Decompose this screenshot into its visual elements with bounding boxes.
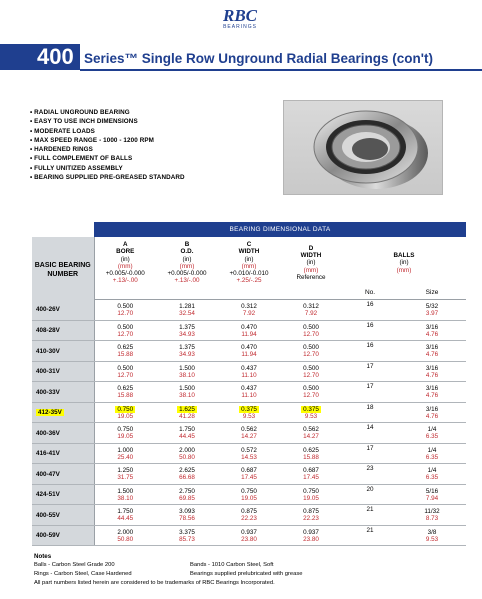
cell-c-inch: 0.687 bbox=[241, 467, 257, 475]
balls-size-inch: 3/16 bbox=[425, 385, 439, 393]
balls-no-header: No. bbox=[342, 285, 398, 300]
table-band-title: BEARING DIMENSIONAL DATA bbox=[94, 222, 466, 237]
cell-c-mm: 11.10 bbox=[241, 392, 257, 400]
cell-d bbox=[280, 382, 342, 403]
balls-size-inch: 3/16 bbox=[425, 323, 439, 331]
cell-b bbox=[156, 341, 218, 362]
table-row bbox=[32, 320, 466, 341]
feature-item: • FULL COMPLEMENT OF BALLS bbox=[30, 154, 185, 163]
balls-size bbox=[398, 341, 466, 362]
cell-b bbox=[156, 361, 218, 382]
balls-no: 20 bbox=[342, 484, 398, 505]
cell-d-mm: 12.70 bbox=[303, 351, 319, 359]
cell-c-inch: 0.562 bbox=[241, 426, 257, 434]
table-row bbox=[32, 443, 466, 464]
cell-c bbox=[218, 443, 280, 464]
balls-size bbox=[398, 505, 466, 526]
cell-a-mm: 12.70 bbox=[117, 310, 134, 318]
cell-c bbox=[218, 341, 280, 362]
highlight: 0.750 bbox=[117, 405, 134, 413]
balls-no: 17 bbox=[342, 361, 398, 382]
cell-a bbox=[94, 320, 156, 341]
cell-c-mm: 11.94 bbox=[241, 351, 257, 359]
note-grease: Bearings supplied prelubricated with grease bbox=[190, 571, 303, 577]
cell-b-inch: 1.375 bbox=[179, 344, 195, 352]
cell-b-mm: 78.56 bbox=[179, 515, 195, 523]
cell-b-inch: 1.375 bbox=[179, 323, 195, 331]
cell-d bbox=[280, 320, 342, 341]
balls-size-mm: 6.35 bbox=[425, 433, 439, 441]
balls-size-mm: 4.76 bbox=[425, 330, 439, 338]
col-d-header: D WIDTH (in) (mm) Reference bbox=[296, 244, 326, 281]
feature-item: • MODERATE LOADS bbox=[30, 127, 185, 136]
col-c-header: C WIDTH (in) (mm) +0.010/-0.010 +.25/-.25 bbox=[229, 241, 269, 285]
balls-no: 21 bbox=[342, 525, 398, 546]
cell-d-mm: 12.70 bbox=[303, 392, 319, 400]
cell-a-mm: 12.70 bbox=[117, 371, 134, 379]
cell-d-inch: 0.312 bbox=[303, 303, 319, 311]
balls-no: 17 bbox=[342, 382, 398, 403]
cell-d bbox=[280, 484, 342, 505]
cell-a-inch: 0.500 bbox=[117, 364, 134, 372]
cell-d-mm: 17.45 bbox=[303, 474, 319, 482]
cell-d-mm: 7.92 bbox=[304, 310, 318, 318]
table-row bbox=[32, 505, 466, 526]
balls-no: 21 bbox=[342, 505, 398, 526]
cell-b-inch: 1.750 bbox=[179, 426, 195, 434]
cell-a-inch: 2.000 bbox=[117, 528, 134, 536]
cell-c bbox=[218, 402, 280, 423]
balls-size-inch: 5/16 bbox=[425, 487, 439, 495]
balls-no: 17 bbox=[342, 443, 398, 464]
cell-a bbox=[94, 402, 156, 423]
balls-size-inch: 3/8 bbox=[427, 528, 437, 536]
cell-d bbox=[280, 402, 342, 423]
cell-a-mm: 19.05 bbox=[117, 412, 134, 420]
cell-d bbox=[280, 464, 342, 485]
cell-a bbox=[94, 505, 156, 526]
cell-c bbox=[218, 423, 280, 444]
balls-size bbox=[398, 402, 466, 423]
cell-d bbox=[280, 341, 342, 362]
cell-d-mm: 15.88 bbox=[303, 453, 319, 461]
cell-d bbox=[280, 361, 342, 382]
cell-a-inch: 1.500 bbox=[117, 487, 134, 495]
cell-c-inch: 0.750 bbox=[241, 487, 257, 495]
balls-size bbox=[398, 443, 466, 464]
cell-b bbox=[156, 402, 218, 423]
cell-b-inch bbox=[156, 406, 218, 413]
cell-b bbox=[156, 484, 218, 505]
balls-no: 23 bbox=[342, 464, 398, 485]
cell-a bbox=[94, 525, 156, 546]
balls-size-inch: 3/16 bbox=[425, 364, 439, 372]
cell-c-mm: 9.53 bbox=[242, 412, 256, 420]
cell-b bbox=[156, 464, 218, 485]
cell-b-mm: 34.93 bbox=[179, 330, 195, 338]
feature-item: • HARDENED RINGS bbox=[30, 145, 185, 154]
bearing-number: 400-55V bbox=[32, 505, 94, 526]
cell-a bbox=[94, 423, 156, 444]
feature-item: • RADIAL UNGROUND BEARING bbox=[30, 108, 185, 117]
cell-c-inch: 0.437 bbox=[241, 364, 257, 372]
cell-b-mm: 34.93 bbox=[179, 351, 195, 359]
balls-size-mm: 9.53 bbox=[425, 535, 439, 543]
balls-size bbox=[398, 423, 466, 444]
cell-b bbox=[156, 300, 218, 321]
cell-c-inch: 0.572 bbox=[241, 446, 257, 454]
cell-b bbox=[156, 525, 218, 546]
cell-c-mm: 17.45 bbox=[241, 474, 257, 482]
cell-b-inch: 1.281 bbox=[179, 303, 195, 311]
cell-a-mm: 38.10 bbox=[117, 494, 134, 502]
note-bands: Bands - 1010 Carbon Steel, Soft bbox=[190, 562, 274, 568]
cell-c-inch: 0.875 bbox=[241, 508, 257, 516]
bearing-dimension-table bbox=[32, 222, 466, 546]
note-rings: Rings - Carbon Steel, Case Hardened bbox=[34, 571, 132, 577]
cell-d bbox=[280, 505, 342, 526]
cell-a-inch: 0.625 bbox=[117, 385, 134, 393]
cell-d-inch bbox=[280, 406, 342, 413]
logo-subtext: BEARINGS bbox=[223, 24, 257, 30]
cell-c-mm: 14.27 bbox=[241, 433, 257, 441]
cell-d-mm: 12.70 bbox=[303, 330, 319, 338]
cell-c bbox=[218, 300, 280, 321]
balls-size-mm: 7.94 bbox=[425, 494, 439, 502]
cell-c bbox=[218, 382, 280, 403]
balls-size bbox=[398, 484, 466, 505]
page-title: Series™ Single Row Unground Radial Bearings (con't) bbox=[84, 51, 434, 66]
notes-heading: Notes bbox=[34, 553, 52, 560]
balls-size-inch: 3/16 bbox=[425, 344, 439, 352]
cell-a-inch: 0.500 bbox=[117, 323, 134, 331]
cell-c-inch bbox=[218, 406, 280, 413]
cell-c bbox=[218, 525, 280, 546]
bearing-number: 400-26V bbox=[32, 300, 94, 321]
cell-b-mm: 41.28 bbox=[179, 412, 195, 420]
cell-d-inch: 0.937 bbox=[303, 528, 319, 536]
balls-no: 14 bbox=[342, 423, 398, 444]
balls-size-mm: 4.76 bbox=[425, 412, 439, 420]
cell-b-mm: 38.10 bbox=[179, 371, 195, 379]
balls-size-inch: 1/4 bbox=[427, 467, 437, 475]
balls-size bbox=[398, 464, 466, 485]
bearing-number: 400-59V bbox=[32, 525, 94, 546]
balls-size bbox=[398, 320, 466, 341]
feature-item: • BEARING SUPPLIED PRE-GREASED STANDARD bbox=[30, 173, 185, 182]
bearing-number: 400-33V bbox=[32, 382, 94, 403]
cell-a-mm: 15.88 bbox=[117, 351, 134, 359]
cell-a-mm: 25.40 bbox=[117, 453, 134, 461]
table-row bbox=[32, 402, 466, 423]
cell-d bbox=[280, 443, 342, 464]
balls-size-inch: 1/4 bbox=[427, 446, 437, 454]
cell-d-mm: 23.80 bbox=[303, 535, 319, 543]
feature-item: • FULLY UNITIZED ASSEMBLY bbox=[30, 164, 185, 173]
bearing-photo bbox=[283, 100, 443, 195]
cell-a bbox=[94, 382, 156, 403]
balls-no: 18 bbox=[342, 402, 398, 423]
cell-c bbox=[218, 505, 280, 526]
cell-d-mm: 12.70 bbox=[303, 371, 319, 379]
cell-c-inch: 0.470 bbox=[241, 344, 257, 352]
cell-a-inch: 0.625 bbox=[117, 344, 134, 352]
cell-b-inch: 2.750 bbox=[179, 487, 195, 495]
cell-d-mm: 14.27 bbox=[303, 433, 319, 441]
title-bar bbox=[0, 44, 80, 70]
balls-size bbox=[398, 300, 466, 321]
cell-a bbox=[94, 361, 156, 382]
bearing-image bbox=[284, 101, 443, 195]
cell-b-mm: 69.85 bbox=[179, 494, 195, 502]
cell-c-mm: 19.05 bbox=[241, 494, 257, 502]
cell-d bbox=[280, 423, 342, 444]
cell-a-mm: 12.70 bbox=[117, 330, 134, 338]
cell-b bbox=[156, 320, 218, 341]
highlight: 1.625 bbox=[179, 405, 195, 413]
cell-b bbox=[156, 505, 218, 526]
feature-item: • EASY TO USE INCH DIMENSIONS bbox=[30, 117, 185, 126]
cell-a-inch bbox=[95, 406, 157, 413]
cell-b-mm: 44.45 bbox=[179, 433, 195, 441]
cell-b bbox=[156, 443, 218, 464]
cell-c-mm: 11.94 bbox=[241, 330, 257, 338]
balls-header: BALLS (in) (mm) bbox=[393, 251, 415, 274]
cell-c-mm: 22.23 bbox=[241, 515, 257, 523]
balls-size-mm: 4.76 bbox=[425, 392, 439, 400]
cell-b-inch: 3.093 bbox=[179, 508, 195, 516]
balls-size-mm: 8.73 bbox=[425, 515, 439, 523]
cell-a bbox=[94, 341, 156, 362]
cell-c-inch: 0.470 bbox=[241, 323, 257, 331]
cell-d bbox=[280, 525, 342, 546]
cell-b bbox=[156, 423, 218, 444]
balls-size-inch: 5/32 bbox=[425, 303, 439, 311]
table-row bbox=[32, 464, 466, 485]
feature-item: • MAX SPEED RANGE - 1000 - 1200 RPM bbox=[30, 136, 185, 145]
cell-a bbox=[94, 464, 156, 485]
cell-b-inch: 1.500 bbox=[179, 385, 195, 393]
cell-b-mm: 38.10 bbox=[179, 392, 195, 400]
cell-c bbox=[218, 464, 280, 485]
table-row bbox=[32, 423, 466, 444]
cell-a-mm: 50.80 bbox=[117, 535, 134, 543]
cell-d-inch: 0.500 bbox=[303, 364, 319, 372]
bearing-number: 408-28V bbox=[32, 320, 94, 341]
title-rule bbox=[80, 69, 482, 71]
cell-a-inch: 1.000 bbox=[117, 446, 134, 454]
balls-no: 16 bbox=[342, 320, 398, 341]
table-row bbox=[32, 525, 466, 546]
cell-c-mm: 14.53 bbox=[241, 453, 257, 461]
feature-list bbox=[30, 108, 185, 182]
table-row bbox=[32, 484, 466, 505]
cell-a bbox=[94, 484, 156, 505]
highlight: 0.375 bbox=[303, 405, 319, 413]
highlight: 0.375 bbox=[241, 405, 257, 413]
cell-a-mm: 31.75 bbox=[117, 474, 134, 482]
cell-d-mm: 22.23 bbox=[303, 515, 319, 523]
cell-a-inch: 1.250 bbox=[117, 467, 134, 475]
bearing-number: 416-41V bbox=[32, 443, 94, 464]
cell-a-mm: 19.05 bbox=[117, 433, 134, 441]
balls-size-header: Size bbox=[398, 285, 466, 300]
cell-b-inch: 3.375 bbox=[179, 528, 195, 536]
cell-c-inch: 0.937 bbox=[241, 528, 257, 536]
cell-a-inch: 0.750 bbox=[117, 426, 134, 434]
cell-d-mm: 9.53 bbox=[304, 412, 318, 420]
table-row bbox=[32, 341, 466, 362]
cell-d-mm: 19.05 bbox=[303, 494, 319, 502]
cell-d-inch: 0.625 bbox=[303, 446, 319, 454]
balls-size bbox=[398, 525, 466, 546]
basic-bearing-header: BASIC BEARING NUMBER bbox=[32, 237, 94, 300]
bearing-number: 400-47V bbox=[32, 464, 94, 485]
balls-no: 16 bbox=[342, 341, 398, 362]
cell-b-inch: 2.625 bbox=[179, 467, 195, 475]
balls-size-mm: 4.76 bbox=[425, 351, 439, 359]
cell-d-inch: 0.875 bbox=[303, 508, 319, 516]
cell-b-mm: 66.68 bbox=[179, 474, 195, 482]
cell-b-inch: 2.000 bbox=[179, 446, 195, 454]
balls-size-mm: 6.35 bbox=[425, 453, 439, 461]
cell-b-mm: 85.73 bbox=[179, 535, 195, 543]
balls-size bbox=[398, 382, 466, 403]
series-number: 400 bbox=[37, 44, 74, 69]
cell-b-mm: 32.54 bbox=[179, 310, 195, 318]
cell-c-mm: 23.80 bbox=[241, 535, 257, 543]
balls-size bbox=[398, 361, 466, 382]
cell-c bbox=[218, 320, 280, 341]
balls-size-mm: 3.97 bbox=[425, 310, 439, 318]
balls-size-mm: 4.76 bbox=[425, 371, 439, 379]
table-row bbox=[32, 382, 466, 403]
cell-d-inch: 0.750 bbox=[303, 487, 319, 495]
cell-a-mm: 44.45 bbox=[117, 515, 134, 523]
cell-d bbox=[280, 300, 342, 321]
cell-a-inch: 1.750 bbox=[117, 508, 134, 516]
bearing-number-highlight: 412-35V bbox=[38, 409, 62, 417]
cell-c-mm: 7.92 bbox=[242, 310, 256, 318]
bearing-number bbox=[32, 402, 94, 423]
notes-section bbox=[34, 552, 454, 588]
note-trademark: All part numbers listed herein are considered to be trademarks of RBC Bearings Incorporated. bbox=[34, 580, 275, 586]
balls-size-inch: 1/4 bbox=[427, 426, 437, 434]
cell-b bbox=[156, 382, 218, 403]
cell-d-inch: 0.562 bbox=[303, 426, 319, 434]
cell-c-inch: 0.312 bbox=[241, 303, 257, 311]
cell-d-inch: 0.500 bbox=[303, 323, 319, 331]
cell-c bbox=[218, 361, 280, 382]
logo-mark: RBC bbox=[222, 6, 258, 25]
balls-size-inch: 11/32 bbox=[424, 508, 440, 516]
cell-b-mm: 50.80 bbox=[179, 453, 195, 461]
bearing-number: 400-36V bbox=[32, 423, 94, 444]
cell-c-mm: 11.10 bbox=[241, 371, 257, 379]
table-body bbox=[32, 300, 466, 546]
cell-a bbox=[94, 443, 156, 464]
bearing-number: 424-51V bbox=[32, 484, 94, 505]
cell-a bbox=[94, 300, 156, 321]
balls-size-mm: 6.35 bbox=[425, 474, 439, 482]
table-row bbox=[32, 361, 466, 382]
cell-a-mm: 15.88 bbox=[117, 392, 134, 400]
col-a-header: A BORE (in) (mm) +0.005/-0.000 +.13/-.00 bbox=[105, 241, 145, 285]
bearing-number: 400-31V bbox=[32, 361, 94, 382]
rbc-logo bbox=[212, 8, 268, 30]
cell-b-inch: 1.500 bbox=[179, 364, 195, 372]
table-row bbox=[32, 300, 466, 321]
bearing-number: 410-30V bbox=[32, 341, 94, 362]
cell-d-inch: 0.500 bbox=[303, 344, 319, 352]
cell-d-inch: 0.687 bbox=[303, 467, 319, 475]
col-b-header: B O.D. (in) (mm) +0.005/-0.000 +.13/-.00 bbox=[167, 241, 207, 285]
cell-c-inch: 0.437 bbox=[241, 385, 257, 393]
note-balls: Balls - Carbon Steel Grade 200 bbox=[34, 562, 115, 568]
cell-d-inch: 0.500 bbox=[303, 385, 319, 393]
balls-no: 16 bbox=[342, 300, 398, 321]
cell-c bbox=[218, 484, 280, 505]
balls-size-inch: 3/16 bbox=[425, 405, 439, 413]
cell-a-inch: 0.500 bbox=[117, 303, 134, 311]
